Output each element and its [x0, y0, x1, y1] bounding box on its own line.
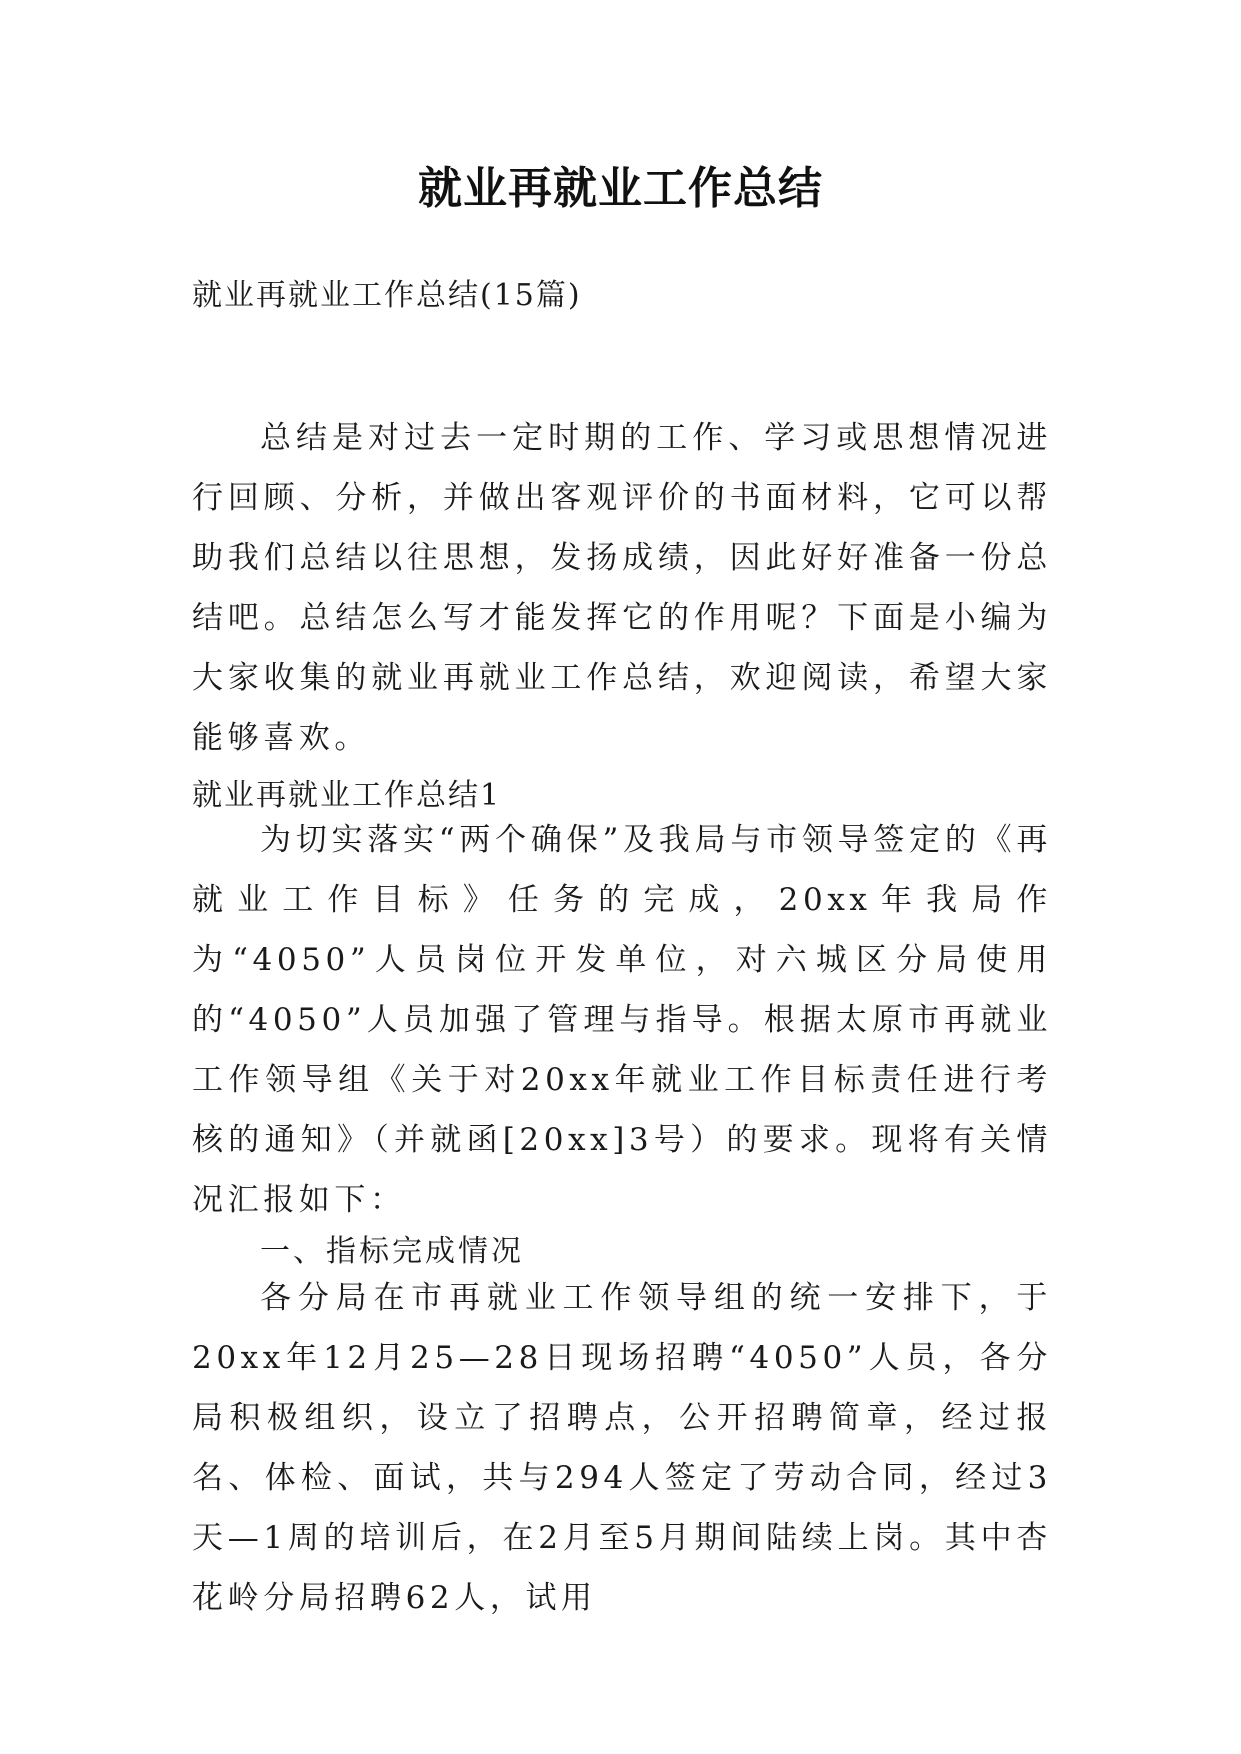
- subsection-heading: 一、指标完成情况: [260, 1234, 524, 1269]
- document-subtitle: 就业再就业工作总结(15篇): [192, 278, 582, 313]
- document-title: 就业再就业工作总结: [418, 163, 823, 214]
- section-paragraph: 为切实落实“两个确保”及我局与市领导签定的《再就业工作目标》任务的完成，20xx年我局作为“4050”人员岗位开发单位，对六城区分局使用的“4050”人员加强了管理与指导。根据太原市再就业工作领导组《关于对20xx年就业工作目标责任进行考核的通知》（并就函[20xx]3号）的要求。现将有关情况汇报如下：: [192, 822, 1052, 1218]
- section-heading: 就业再就业工作总结1: [192, 778, 502, 813]
- subsection-paragraph: 各分局在市再就业工作领导组的统一安排下，于20xx年12月25—28日现场招聘“4050”人员，各分局积极组织，设立了招聘点，公开招聘简章，经过报名、体检、面试，共与294人签定了劳动合同，经过3天—1周的培训后，在2月至5月期间陆续上岗。其中杏花岭分局招聘62人，试用: [192, 1280, 1052, 1616]
- intro-paragraph: 总结是对过去一定时期的工作、学习或思想情况进行回顾、分析，并做出客观评价的书面材料，它可以帮助我们总结以往思想，发扬成绩，因此好好准备一份总结吧。总结怎么写才能发挥它的作用呢？下面是小编为大家收集的就业再就业工作总结，欢迎阅读，希望大家能够喜欢。: [192, 420, 1052, 756]
